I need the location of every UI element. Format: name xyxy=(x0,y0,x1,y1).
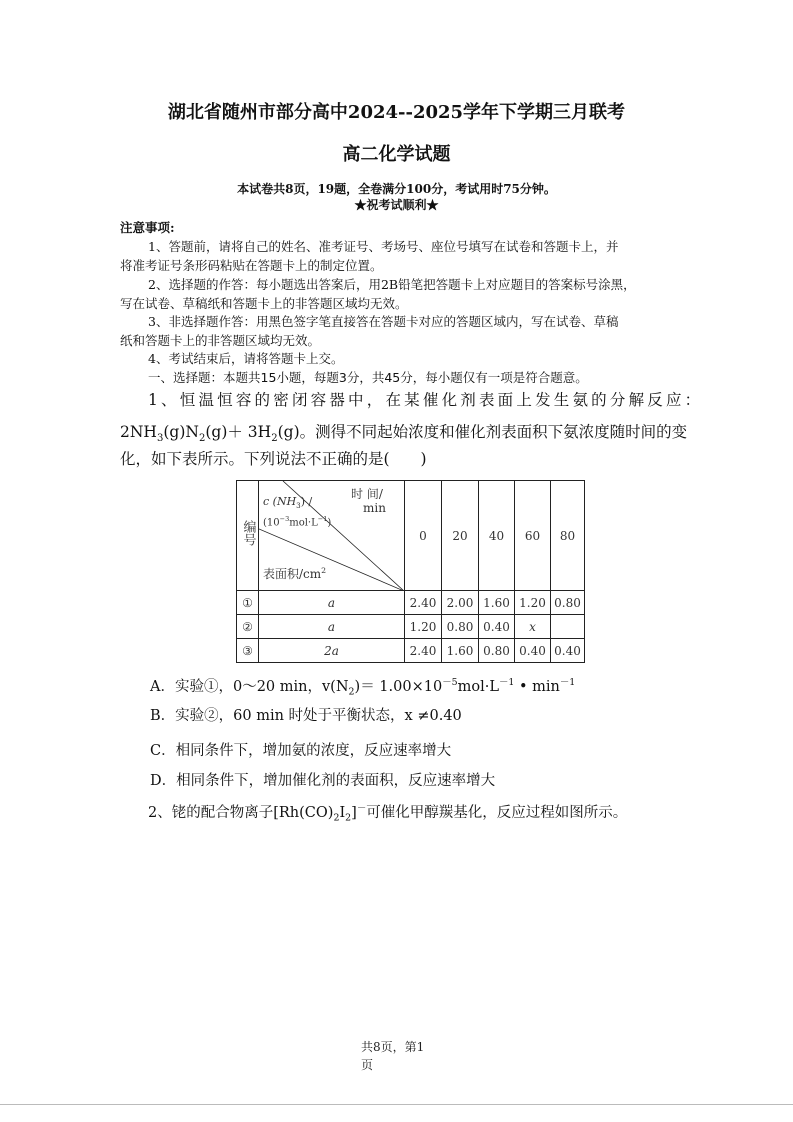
exam-wish: ★祝考试顺利★ xyxy=(354,198,439,212)
header-concentration-unit: $(10^{-3}mol\cdot L^{-1})$ xyxy=(263,515,332,529)
cell: 0.40 xyxy=(479,615,515,639)
data-table xyxy=(236,480,585,663)
cell: 0.80 xyxy=(479,639,515,663)
q2-stem: 2、铑的配合物离子$[Rh(CO)_2I_2]^-$可催化甲醇羰基化，反应过程如图所示。 xyxy=(148,803,628,824)
cell: 2.40 xyxy=(405,591,442,615)
notice-line: 1、答题前，请将自己的姓名、准考证号、考场号、座位号填写在试卷和答题卡上，并 xyxy=(148,239,619,254)
table-row xyxy=(237,591,585,615)
row-id: ③ xyxy=(237,639,259,663)
option-c: C．相同条件下，增加氨的浓度，反应速率增大 xyxy=(150,743,452,759)
table-row xyxy=(237,615,585,639)
q1-stem-equation: $2NH_3(g)N_2(g)+ 3H_2(g)$。测得不同起始浓度和催化剂表面积下氨浓度随时间的变 xyxy=(120,423,688,445)
time-header: 0 xyxy=(405,481,442,591)
time-header: 60 xyxy=(515,481,551,591)
option-b: B．实验②，60 min 时处于平衡状态，x ≠0.40 xyxy=(150,708,462,724)
cell: 1.20 xyxy=(515,591,551,615)
row-area: a xyxy=(259,591,405,615)
cell xyxy=(551,615,585,639)
page-number-cont: 页 xyxy=(361,1058,374,1072)
cell: 0.40 xyxy=(551,639,585,663)
notice-heading: 注意事项: xyxy=(120,220,175,235)
page-bottom-divider xyxy=(0,1104,793,1105)
cell: 1.60 xyxy=(442,639,479,663)
cell: 0.40 xyxy=(515,639,551,663)
cell: 0.80 xyxy=(442,615,479,639)
exam-subtitle: 高二化学试题 xyxy=(342,144,451,165)
header-concentration: c $(NH_3)$ / xyxy=(263,495,313,511)
header-time: 时 间/ xyxy=(351,487,383,501)
notice-line: 写在试卷、草稿纸和答题卡上的非答题区域均无效。 xyxy=(120,296,408,311)
table-row xyxy=(237,639,585,663)
cell: 0.80 xyxy=(551,591,585,615)
row-id: ② xyxy=(237,615,259,639)
cell: 2.00 xyxy=(442,591,479,615)
notice-line: 2、选择题的作答：每小题选出答案后，用2B铅笔把答题卡上对应题目的答案标号涂黑， xyxy=(148,277,636,292)
notice-line: 3、非选择题作答：用黑色签字笔直接答在答题卡对应的答题区域内，写在试卷、草稿 xyxy=(148,314,619,329)
diagonal-header-cell xyxy=(259,481,405,591)
cell: 2.40 xyxy=(405,639,442,663)
exam-info: 本试卷共8页，19题，全卷满分100分，考试用时75分钟。 xyxy=(237,182,556,196)
cell: x xyxy=(515,615,551,639)
time-header: 20 xyxy=(442,481,479,591)
header-surface-area: 表面积$/cm^2$ xyxy=(263,566,327,581)
row-id: ① xyxy=(237,591,259,615)
col-header-id: 编号 xyxy=(237,481,259,591)
row-area: a xyxy=(259,615,405,639)
row-area: 2a xyxy=(259,639,405,663)
option-a: A．实验①，0～20 min，$v(N_2)= 1.00\times 10^{-5}mol\cdot L^{-1}$ • $\min^{-1}$ xyxy=(150,677,576,698)
option-d: D．相同条件下，增加催化剂的表面积，反应速率增大 xyxy=(150,773,496,789)
time-header: 40 xyxy=(479,481,515,591)
cell: 1.20 xyxy=(405,615,442,639)
notice-line: 纸和答题卡上的非答题区域均无效。 xyxy=(120,333,321,348)
exam-title: 湖北省随州市部分高中2024--2025学年下学期三月联考 xyxy=(167,102,626,123)
q1-stem-line1: 1、恒温恒容的密闭容器中，在某催化剂表面上发生氨的分解反应： xyxy=(148,391,704,409)
q1-stem-line3: 化，如下表所示。下列说法不正确的是( ) xyxy=(120,450,427,468)
page-number: 共8页，第1 xyxy=(361,1040,425,1054)
section-heading: 一、选择题：本题共15小题，每题3分，共45分，每小题仅有一项是符合题意。 xyxy=(148,370,588,385)
notice-line: 将准考证号条形码粘贴在答题卡上的制定位置。 xyxy=(120,258,383,273)
cell: 1.60 xyxy=(479,591,515,615)
header-time-unit: min xyxy=(363,501,386,515)
time-header: 80 xyxy=(551,481,585,591)
notice-line: 4、考试结束后，请将答题卡上交。 xyxy=(148,351,344,366)
